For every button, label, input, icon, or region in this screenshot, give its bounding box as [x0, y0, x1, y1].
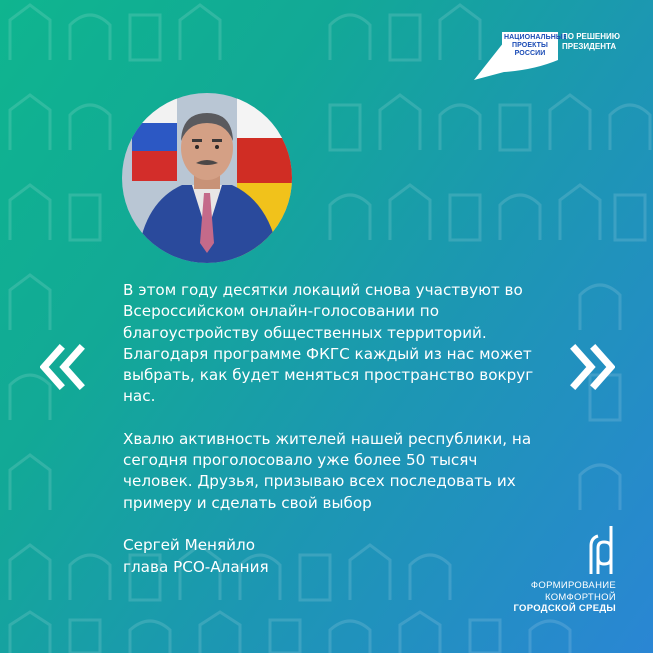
- quote-close-icon: [565, 343, 615, 391]
- author-position: глава РСО-Алания: [123, 557, 269, 576]
- by-president-decision-line1: ПО РЕШЕНИЮ: [562, 32, 621, 41]
- author-portrait-illustration: [122, 93, 292, 263]
- national-projects-logo: [474, 30, 624, 80]
- author-portrait: [122, 93, 292, 263]
- comfortable-environment-logo-text: [480, 580, 616, 615]
- program-line-2: КОМФОРТНОЙ: [544, 591, 616, 603]
- program-line-1: ФОРМИРОВАНИЕ: [530, 580, 616, 591]
- quote-open-icon: [40, 343, 90, 391]
- quote-paragraph-1: В этом году десятки локаций снова участвуют во Всероссийском онлайн-голосовании по благоустройству общественных территорий. Благодаря программе ФКГС каждый из нас может выбрать, как будет меняться пространство вокруг нас.: [123, 281, 534, 406]
- quote-paragraph-2: Хвалю активность жителей нашей республики, на сегодня проголосовало уже более 50 тысяч человек. Друзья, призываю всех последовать их примеру и сделать свой выбор: [123, 429, 532, 512]
- national-projects-logo-text: НАЦИОНАЛЬНЫЕ ПРОЕКТЫ РОССИИ: [504, 34, 568, 57]
- by-president-decision-line2: ПРЕЗИДЕНТА: [562, 42, 617, 51]
- author-block: [123, 535, 423, 578]
- program-line-3: ГОРОДСКОЙ СРЕДЫ: [513, 603, 616, 614]
- author-name: Сергей Меняйло: [123, 536, 255, 554]
- by-president-decision-label: [562, 32, 632, 52]
- quote-body: [123, 280, 543, 514]
- comfortable-environment-logo-icon: [587, 524, 619, 574]
